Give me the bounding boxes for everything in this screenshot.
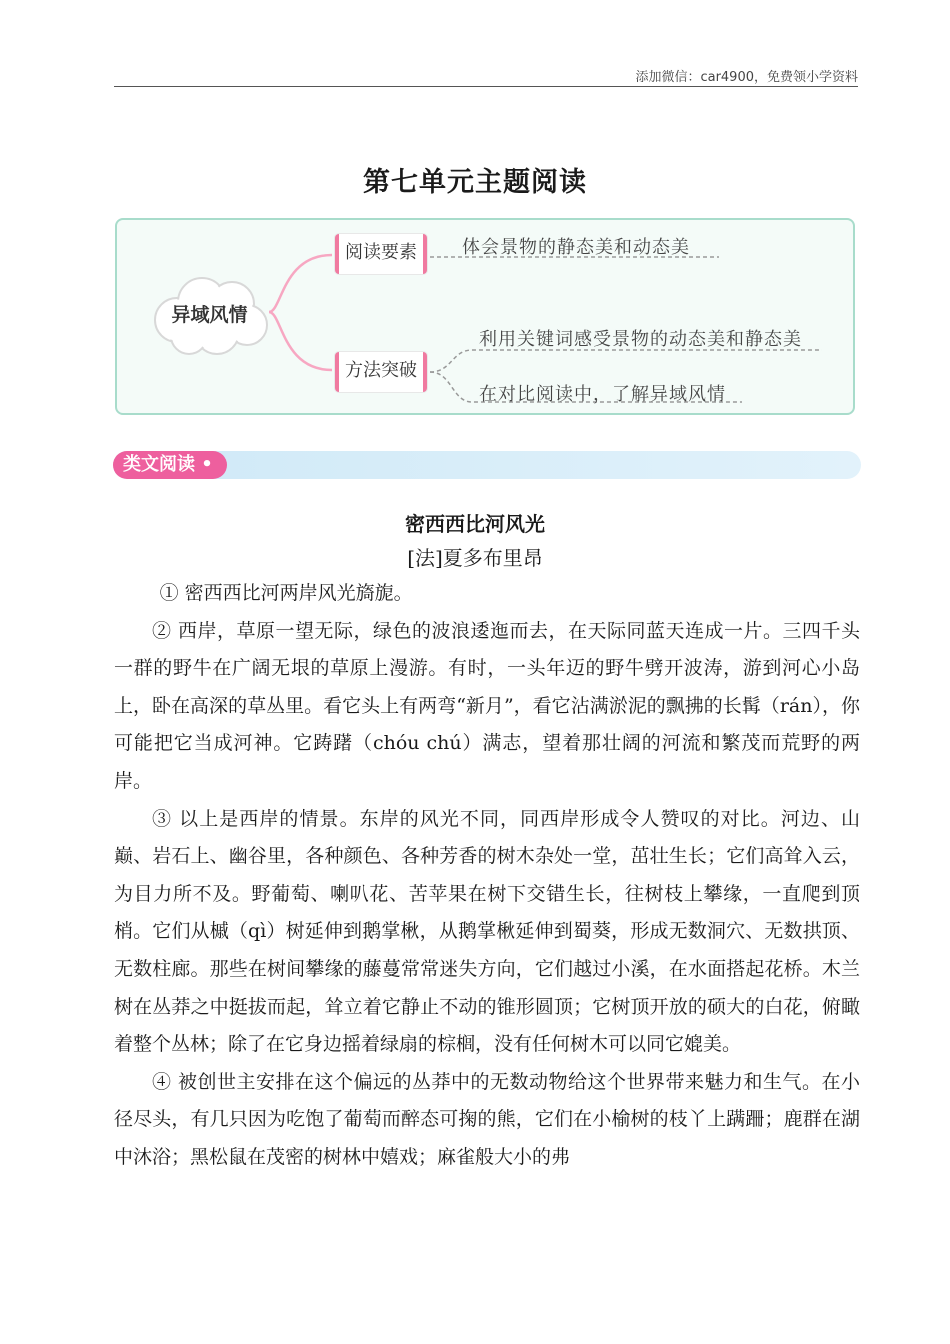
paragraph: ① 密西西比河两岸风光旖旎。 — [159, 582, 413, 604]
branch-reading-element: 阅读要素 — [335, 234, 427, 274]
paragraph: ② 西岸，草原一望无际，绿色的波浪逶迤而去，在天际同蓝天连成一片。三四千头一群的野牛在广阔无垠的草原上漫游。有时，一头年迈的野牛劈开波涛，游到河心小岛上，卧在高深的草丛里。看它头上有两弯“新月”，看它沾满淤泥的飘拂的长髯（rán），你可能把它当成河神。它踌躇（chóu chú）满志，望着那壮阔的河流和繁茂而荒野的两岸。 — [114, 619, 860, 792]
article-author: [法]夏多布里昂 — [407, 546, 543, 570]
branch-method: 方法突破 — [335, 352, 427, 392]
page-title: 第七单元主题阅读 — [363, 167, 587, 198]
header-divider — [114, 86, 858, 87]
branch-item: 在对比阅读中，了解异域风情 — [479, 384, 726, 405]
branch-item: 体会景物的静态美和动态美 — [462, 237, 690, 258]
article-title: 密西西比河风光 — [405, 512, 545, 536]
paragraph: ④ 被创世主安排在这个偏远的丛莽中的无数动物给这个世界带来魅力和生气。在小径尽头，有几只因为吃饱了葡萄而醉态可掬的熊，它们在小榆树的枝丫上蹒跚；鹿群在湖中沐浴；黑松鼠在茂密的树林中嬉戏；麻雀般大小的弗 — [114, 1070, 860, 1168]
mindmap-center-label: 异域风情 — [171, 304, 248, 326]
theme-mindmap — [115, 218, 855, 415]
branch-item: 利用关键词感受景物的动态美和静态美 — [479, 329, 802, 350]
article-body — [114, 575, 860, 1177]
section-tag: 类文阅读 • — [113, 451, 227, 479]
header-note: 添加微信：car4900，免费领小学资料 — [635, 70, 858, 85]
paragraph: ③ 以上是西岸的情景。东岸的风光不同，同西岸形成令人赞叹的对比。河边、山巅、岩石上、幽谷里，各种颜色、各种芳香的树木杂处一堂，茁壮生长；它们高耸入云，为目力所不及。野葡萄、喇叭花、苦苹果在树下交错生长，往树枝上攀缘，一直爬到顶梢。它们从槭（qì）树延伸到鹅掌楸，从鹅掌楸延伸到蜀葵，形成无数洞穴、无数拱顶、无数柱廊。那些在树间攀缘的藤蔓常常迷失方向，它们越过小溪，在水面搭起花桥。木兰树在丛莽之中挺拔而起，耸立着它静止不动的锥形圆顶；它树顶开放的硕大的白花，俯瞰着整个丛林；除了在它身边摇着绿扇的棕榈，没有任何树木可以同它媲美。 — [114, 807, 860, 1056]
